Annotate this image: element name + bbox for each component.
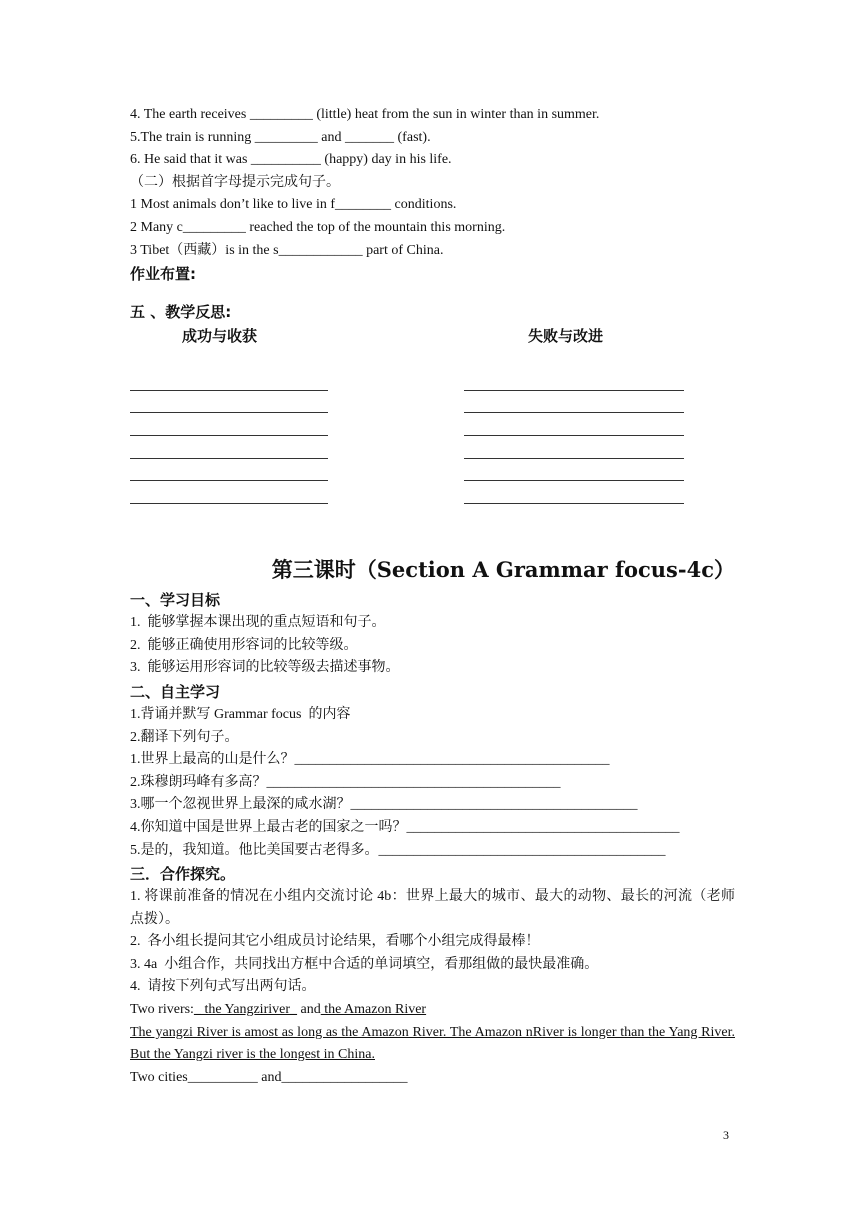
translation-item: 5.是的，我知道。他比美国要古老得多。_________________________________________ bbox=[130, 842, 666, 858]
blank-line bbox=[464, 459, 684, 482]
translation-item: 3.哪一个忽视世界上最深的咸水湖？_________________________________________ bbox=[130, 797, 638, 813]
two-rivers-line bbox=[130, 999, 735, 1022]
cooperation-item: 3. 4a 小组合作，共同找出方框中合适的单词填空，看那组做的最快最准确。 bbox=[130, 956, 599, 972]
rivers-answer-sentence: The yangzi River is amost as long as the Amazon River. The Amazon nRiver is longer than the Yang River. But the Yangzi river is the longest in China. bbox=[130, 1024, 735, 1063]
blank-line bbox=[464, 368, 684, 391]
initial-letter-1: 1 Most animals don’t like to live in f________ conditions. bbox=[130, 197, 457, 213]
exercise-line-4: 4. The earth receives _________ (little) heat from the sun in winter than in summer. bbox=[130, 107, 600, 122]
self-study-item: 1.背诵并默写 Grammar focus 的内容 bbox=[130, 706, 351, 722]
and-word: and bbox=[297, 1002, 321, 1018]
two-cities-line: Two cities__________ and__________________ bbox=[130, 1069, 408, 1085]
cooperation-item: 2. 各小组长提问其它小组成员讨论结果，看哪个小组完成得最棒！ bbox=[130, 934, 540, 950]
two-rivers-prefix: Two rivers: bbox=[130, 1002, 194, 1018]
homework-heading: 作业布置: bbox=[130, 265, 196, 284]
translation-item: 1.世界上最高的山是什么？_____________________________________________ bbox=[130, 752, 610, 768]
spacer bbox=[130, 286, 735, 300]
failure-blank-lines bbox=[464, 368, 684, 504]
success-column-heading: 成功与收获 bbox=[182, 327, 258, 346]
page-number: 3 bbox=[723, 1128, 729, 1142]
initial-letter-3: 3 Tibet（西藏）is in the s____________ part of China. bbox=[130, 242, 444, 258]
blank-line bbox=[130, 459, 328, 482]
blank-line bbox=[130, 391, 328, 414]
cooperation-item: 1. 将课前准备的情况在小组内交流讨论 4b：世界上最大的城市、最大的动物、最长的河流（老师点拨）。 bbox=[130, 889, 735, 927]
initial-letter-2: 2 Many c_________ reached the top of the mountain this morning. bbox=[130, 219, 506, 235]
reflection-heading: 五 、教学反思: bbox=[130, 303, 232, 322]
goals-heading: 一、学习目标 bbox=[130, 591, 221, 610]
translation-item: 2.珠穆朗玛峰有多高？__________________________________________ bbox=[130, 774, 561, 790]
blank-line bbox=[130, 368, 328, 391]
self-study-item: 2.翻译下列句子。 bbox=[130, 729, 239, 745]
goal-item: 2. 能够正确使用形容词的比较等级。 bbox=[130, 637, 358, 653]
blank-line bbox=[130, 413, 328, 436]
reflection-columns bbox=[130, 324, 735, 348]
exercise-line-5: 5.The train is running _________ and _______ (fast). bbox=[130, 129, 431, 145]
blank-line bbox=[464, 481, 684, 504]
subsection-heading: （二）根据首字母提示完成句子。 bbox=[130, 174, 340, 190]
blank-line bbox=[130, 481, 328, 504]
translation-item: 4.你知道中国是世界上最古老的国家之一吗？_______________________________________ bbox=[130, 819, 680, 835]
failure-column-heading: 失败与改进 bbox=[528, 327, 604, 346]
blank-line bbox=[464, 413, 684, 436]
cooperation-item: 4. 请按下列句式写出两句话。 bbox=[130, 979, 316, 995]
reflection-blank-lines bbox=[130, 368, 735, 508]
lesson-title: 第三课时（Section A Grammar focus-4c） bbox=[271, 557, 735, 583]
success-blank-lines bbox=[130, 368, 328, 504]
self-study-heading: 二、自主学习 bbox=[130, 682, 221, 701]
cooperation-heading: 三．合作探究。 bbox=[130, 865, 236, 884]
exercise-line-6: 6. He said that it was __________ (happy) day in his life. bbox=[130, 152, 452, 168]
goal-item: 1. 能够掌握本课出现的重点短语和句子。 bbox=[130, 615, 386, 631]
blank-line bbox=[464, 436, 684, 459]
river-a: _ the Yangziriver_ bbox=[193, 1002, 297, 1018]
blank-line bbox=[464, 391, 684, 414]
page-content bbox=[130, 104, 735, 1089]
goal-item: 3. 能够运用形容词的比较等级去描述事物。 bbox=[130, 660, 400, 676]
blank-line bbox=[130, 436, 328, 459]
river-b: the Amazon River bbox=[320, 1002, 427, 1018]
